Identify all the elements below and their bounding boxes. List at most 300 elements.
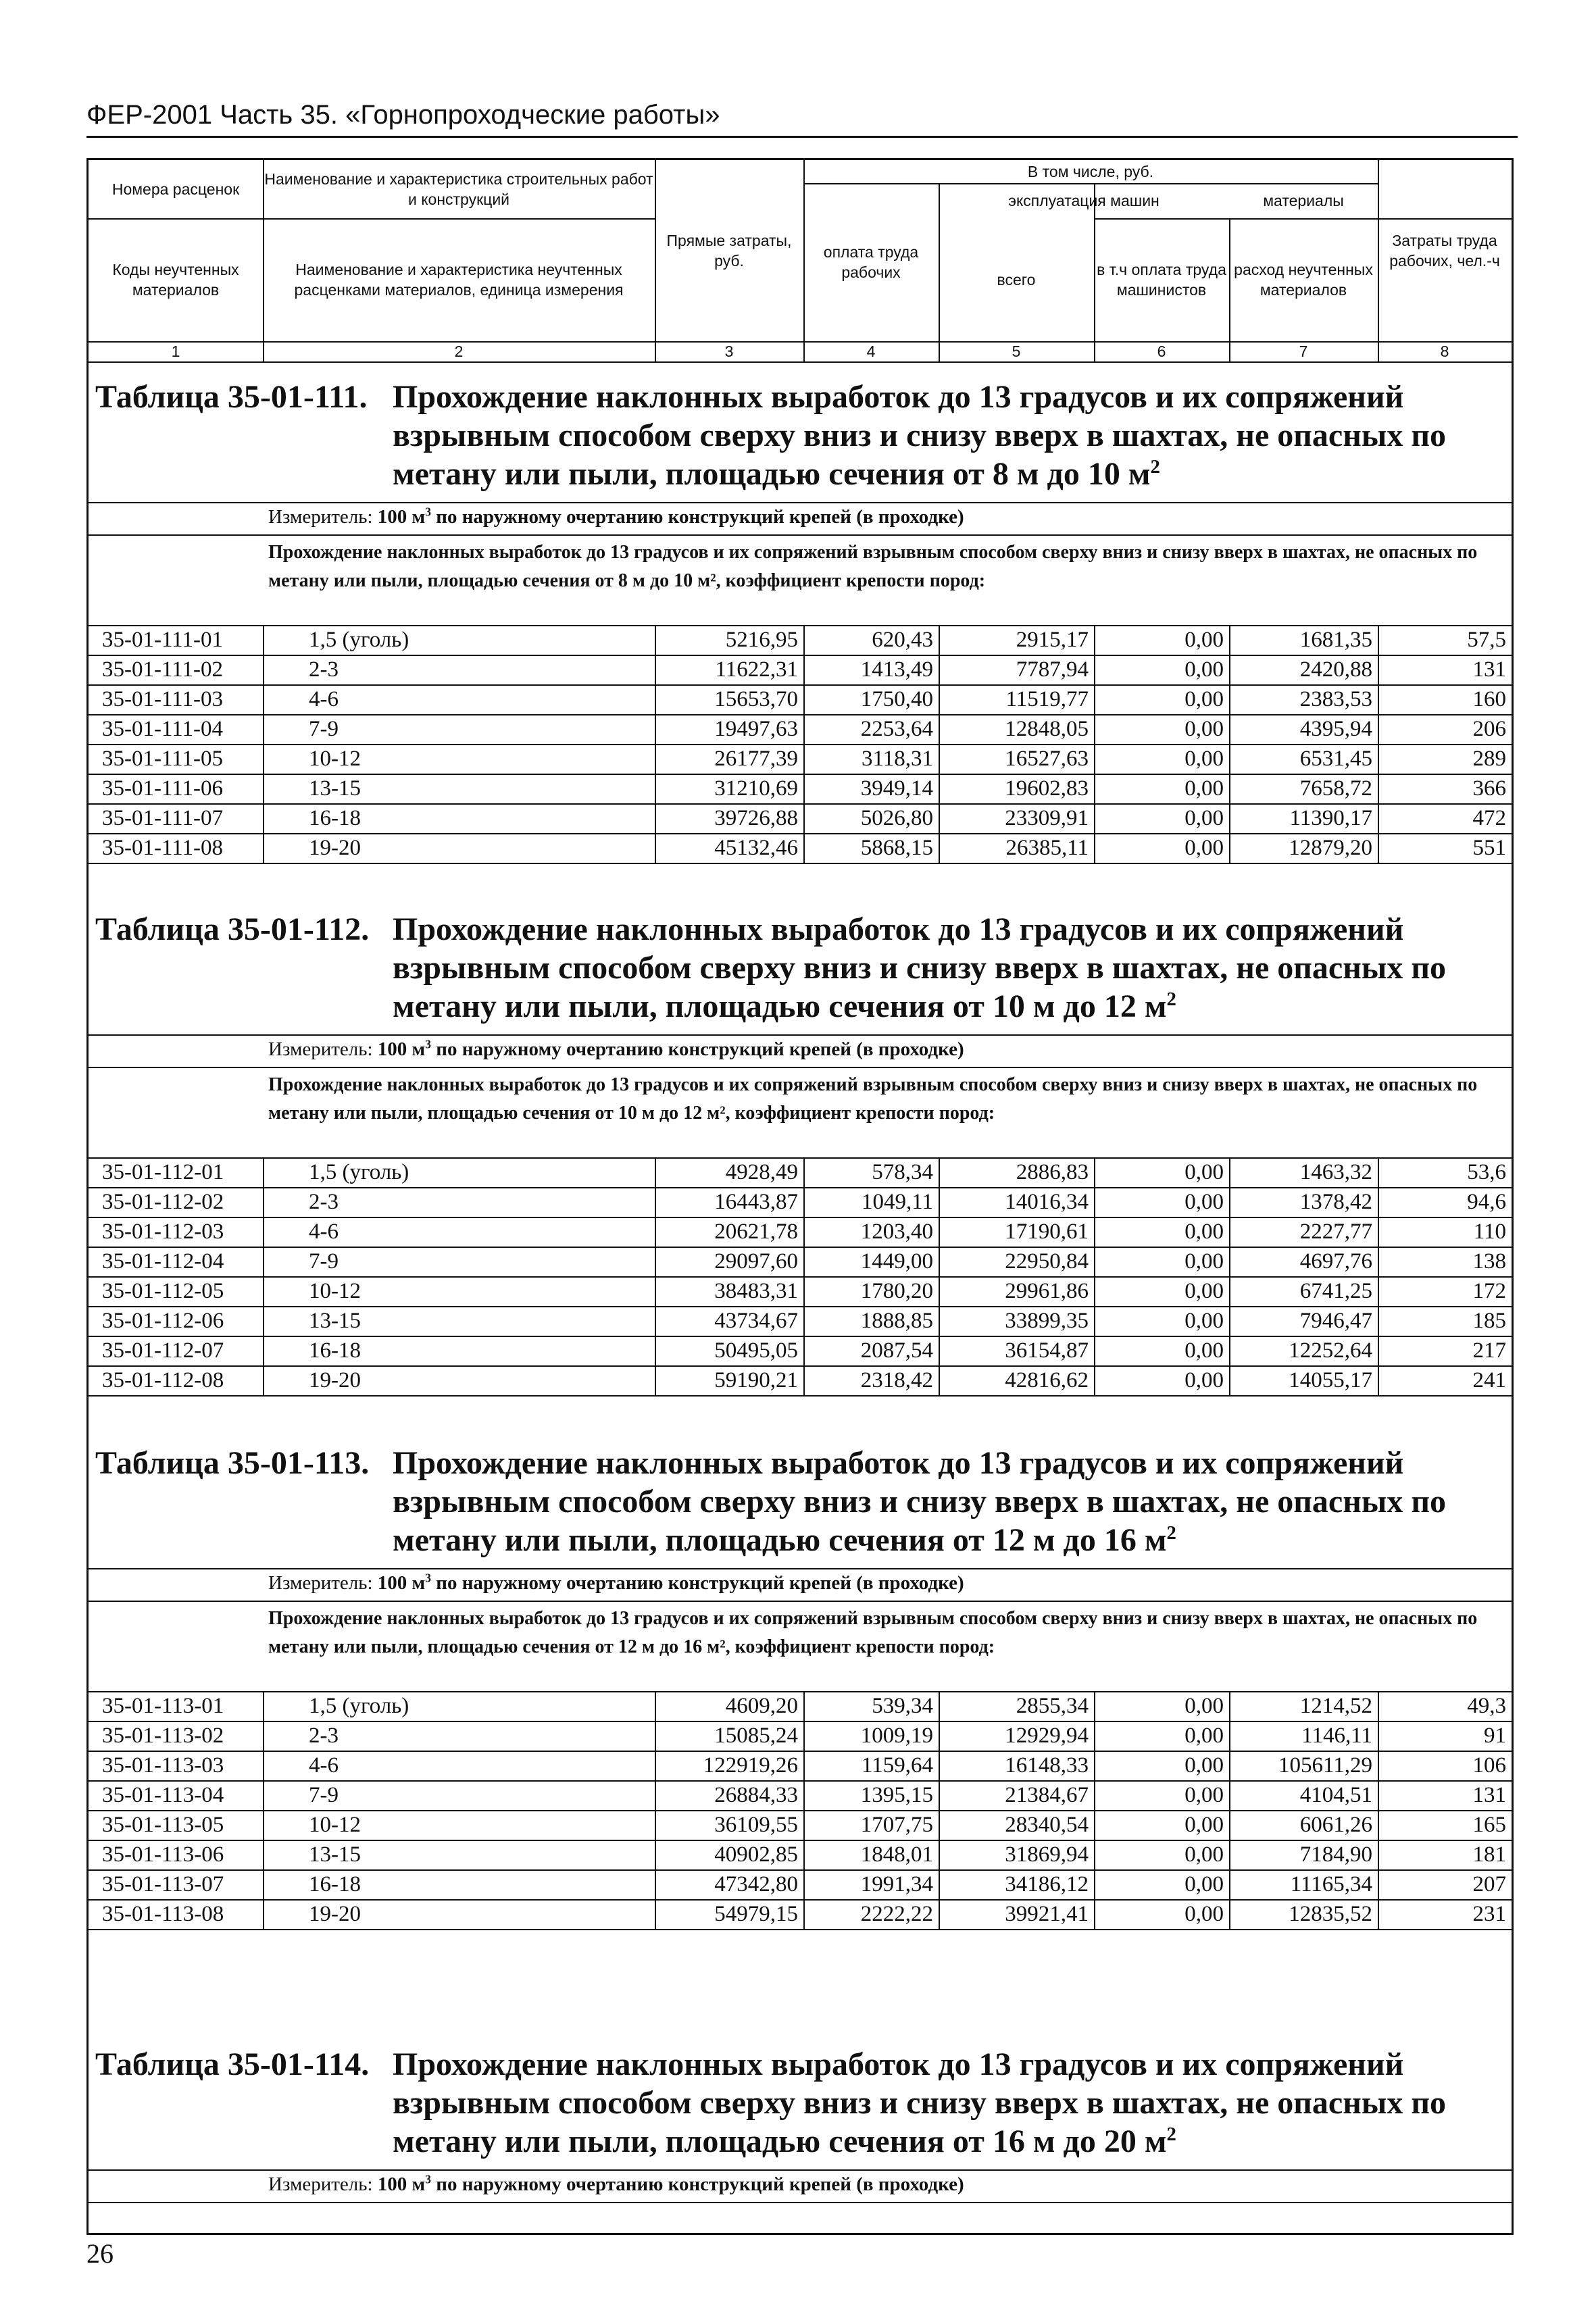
table-row	[89, 1157, 1512, 1187]
cell-hours: 94,6	[1467, 1190, 1506, 1214]
cell-labor: 1991,34	[860, 1872, 933, 1896]
rock-strength: 1,5 (уголь)	[309, 628, 409, 652]
cell-direct: 4609,20	[725, 1694, 798, 1718]
rock-strength: 7-9	[309, 1783, 339, 1807]
cell-hours: 181	[1472, 1842, 1506, 1867]
cell-labor: 1449,00	[860, 1249, 933, 1274]
cell-mach-labor: 0,00	[1184, 1249, 1224, 1274]
cell-mach-labor: 0,00	[1184, 747, 1224, 771]
rock-strength: 1,5 (уголь)	[309, 1694, 409, 1718]
measure-rest: по наружному очертанию конструкций крепей (в проходке)	[431, 1572, 964, 1594]
col-line	[263, 1691, 264, 1929]
rate-code: 35-01-111-08	[102, 836, 224, 860]
cell-mach-labor: 0,00	[1184, 628, 1224, 652]
col-line	[1094, 1691, 1095, 1929]
col-line	[803, 1691, 805, 1929]
cell-mat: 14055,17	[1289, 1368, 1372, 1392]
cell-direct: 31210,69	[714, 776, 798, 801]
rock-strength: 19-20	[309, 836, 361, 860]
table-row	[89, 1780, 1512, 1810]
cell-mach: 28340,54	[1005, 1813, 1089, 1837]
col-line	[1229, 1157, 1230, 1395]
rate-code: 35-01-112-03	[102, 1219, 224, 1244]
table-title-text	[393, 378, 1507, 493]
table-row	[89, 744, 1512, 774]
rock-strength: 10-12	[309, 1279, 361, 1303]
rock-strength: 16-18	[309, 1872, 361, 1896]
col-line	[655, 1157, 656, 1395]
table-intro: Прохождение наклонных выработок до 13 градусов и их сопряжений взрывным способом сверху вниз и снизу вверх в шахтах, не опасных по метану или пыли, площадью сечения от 12 м до 16 м², коэффициент крепости пород:	[268, 1608, 1478, 1657]
measure-rest: по наружному очертанию конструкций крепей (в проходке)	[431, 2173, 964, 2195]
table-row	[89, 1721, 1512, 1751]
hdr-machinist-pay: в т.ч оплата труда машинистов	[1097, 261, 1226, 299]
cell-mach: 14016,34	[1005, 1190, 1089, 1214]
rate-code: 35-01-112-02	[102, 1190, 224, 1214]
hdr-machines-total: всего	[997, 271, 1036, 288]
cell-mach-labor: 0,00	[1184, 1813, 1224, 1837]
table-title-sup: 2	[1150, 456, 1160, 478]
hdr-line-nums	[89, 361, 1512, 363]
page-number: 26	[86, 2238, 114, 2269]
cell-mach: 36154,87	[1005, 1338, 1089, 1363]
hdr-col-number: 1	[171, 343, 180, 360]
rate-code: 35-01-113-07	[102, 1872, 224, 1896]
hdr-labor-hours: Затраты труда рабочих, чел.-ч	[1389, 232, 1500, 270]
col-line	[939, 1691, 940, 1929]
cell-mach: 19602,83	[1005, 776, 1089, 801]
rock-strength: 2-3	[309, 657, 339, 682]
cell-direct: 15653,70	[714, 687, 798, 711]
row-line	[89, 1395, 1512, 1397]
cell-mach: 33899,35	[1005, 1309, 1089, 1333]
cell-mat: 12879,20	[1289, 836, 1372, 860]
rate-code: 35-01-113-05	[102, 1813, 224, 1837]
table-intro: Прохождение наклонных выработок до 13 градусов и их сопряжений взрывным способом сверху вниз и снизу вверх в шахтах, не опасных по метану или пыли, площадью сечения от 8 м до 10 м², коэффициент крепости пород:	[268, 542, 1478, 591]
cell-mat: 1463,32	[1299, 1160, 1372, 1184]
cell-direct: 38483,31	[714, 1279, 798, 1303]
table-row	[89, 833, 1512, 863]
cell-mach-labor: 0,00	[1184, 1338, 1224, 1363]
rock-strength: 1,5 (уголь)	[309, 1160, 409, 1184]
cell-labor: 1848,01	[860, 1842, 933, 1867]
rock-strength: 19-20	[309, 1902, 361, 1926]
col-line	[939, 625, 940, 863]
cell-direct: 4928,49	[725, 1160, 798, 1184]
col-line	[1094, 625, 1095, 863]
cell-mat: 4395,94	[1299, 717, 1372, 741]
table-row	[89, 1691, 1512, 1721]
cell-hours: 160	[1472, 687, 1506, 711]
rate-code: 35-01-112-04	[102, 1249, 224, 1274]
measure-line	[268, 506, 964, 528]
cell-mach: 22950,84	[1005, 1249, 1089, 1274]
table-row	[89, 1869, 1512, 1899]
table-title-main: Прохождение наклонных выработок до 13 градусов и их сопряжений взрывным способом сверху вниз и снизу вверх в шахтах, не опасных по метану или пыли, площадью сечения от 8 м до 10 м	[393, 379, 1446, 492]
measure-unit: 100 м	[377, 2173, 426, 2195]
hdr-col-number: 8	[1440, 343, 1449, 360]
cell-hours: 472	[1472, 806, 1506, 830]
col-line	[655, 625, 656, 863]
hdr-materials: материалы	[1263, 192, 1344, 209]
rate-code: 35-01-113-08	[102, 1902, 224, 1926]
rate-code: 35-01-112-05	[102, 1279, 224, 1303]
measure-sup: 3	[425, 1037, 431, 1051]
rock-strength: 4-6	[309, 1753, 339, 1778]
measure-sup: 3	[425, 505, 431, 519]
cell-mat: 6741,25	[1299, 1279, 1372, 1303]
col-line	[803, 625, 805, 863]
cell-direct: 50495,05	[714, 1338, 798, 1363]
cell-mat: 6531,45	[1299, 747, 1372, 771]
hdr-direct-costs: Прямые затраты, руб.	[666, 232, 792, 270]
table-number: Таблица 35-01-112.	[95, 911, 370, 947]
cell-direct: 19497,63	[714, 717, 798, 741]
cell-mach: 23309,91	[1005, 806, 1089, 830]
table-row	[89, 1336, 1512, 1365]
cell-mat: 11390,17	[1289, 806, 1372, 830]
cell-mach-labor: 0,00	[1184, 1724, 1224, 1748]
cell-mach-labor: 0,00	[1184, 1694, 1224, 1718]
hdr-rate-numbers: Номера расценок	[111, 180, 240, 198]
table-row	[89, 1247, 1512, 1276]
cell-direct: 43734,67	[714, 1309, 798, 1333]
cell-hours: 206	[1472, 717, 1506, 741]
table-title-main: Прохождение наклонных выработок до 13 градусов и их сопряжений взрывным способом сверху вниз и снизу вверх в шахтах, не опасных по метану или пыли, площадью сечения от 16 м до 20 м	[393, 2046, 1446, 2159]
rock-strength: 4-6	[309, 687, 339, 711]
page-frame	[86, 158, 1514, 2235]
measure-unit: 100 м	[377, 1572, 426, 1594]
measure-sup: 3	[425, 2172, 431, 2186]
measure-underline	[89, 534, 1512, 536]
hdr-material-name: Наименование и характеристика неучтенных расценками материалов, единица измерения	[294, 261, 624, 299]
cell-direct: 59190,21	[714, 1368, 798, 1392]
measure-line	[268, 1038, 964, 1061]
cell-labor: 2222,22	[860, 1902, 933, 1926]
cell-labor: 5026,80	[860, 806, 933, 830]
cell-mat: 2420,88	[1299, 657, 1372, 682]
cell-hours: 172	[1472, 1279, 1506, 1303]
table-row	[89, 1899, 1512, 1929]
measure-divider	[89, 1034, 1512, 1036]
cell-hours: 551	[1472, 836, 1506, 860]
cell-mach: 17190,61	[1005, 1219, 1089, 1244]
table-row	[89, 684, 1512, 714]
table-row	[89, 1187, 1512, 1217]
cell-mach: 16148,33	[1005, 1753, 1089, 1778]
cell-mach-labor: 0,00	[1184, 806, 1224, 830]
cell-direct: 122919,26	[703, 1753, 798, 1778]
rate-code: 35-01-111-04	[102, 717, 224, 741]
table-title-main: Прохождение наклонных выработок до 13 градусов и их сопряжений взрывным способом сверху вниз и снизу вверх в шахтах, не опасных по метану или пыли, площадью сечения от 12 м до 16 м	[393, 1445, 1446, 1558]
cell-mat: 7184,90	[1299, 1842, 1372, 1867]
cell-labor: 1159,64	[861, 1753, 933, 1778]
cell-mach: 34186,12	[1005, 1872, 1089, 1896]
hdr-col-number: 2	[454, 343, 464, 360]
measure-divider	[89, 1568, 1512, 1569]
col-line	[1229, 625, 1230, 863]
cell-mach-labor: 0,00	[1184, 1190, 1224, 1214]
cell-direct: 47342,80	[714, 1872, 798, 1896]
cell-mach-labor: 0,00	[1184, 1783, 1224, 1807]
cell-labor: 1395,15	[860, 1783, 933, 1807]
cell-hours: 131	[1472, 1783, 1506, 1807]
cell-mach-labor: 0,00	[1184, 1842, 1224, 1867]
cell-mach-labor: 0,00	[1184, 1160, 1224, 1184]
cell-mat: 12835,52	[1289, 1902, 1372, 1926]
cell-direct: 29097,60	[714, 1249, 798, 1274]
cell-labor: 578,34	[872, 1160, 933, 1184]
measure-label: Измеритель:	[268, 1038, 373, 1060]
cell-hours: 207	[1472, 1872, 1506, 1896]
hdr-col-number: 3	[724, 343, 734, 360]
cell-mach: 2855,34	[1016, 1694, 1089, 1718]
rate-code: 35-01-113-03	[102, 1753, 224, 1778]
cell-mach-labor: 0,00	[1184, 836, 1224, 860]
cell-mat: 1146,11	[1301, 1724, 1372, 1748]
hdr-machines: эксплуатация машин	[1008, 192, 1159, 209]
hdr-including: В том числе, руб.	[1027, 163, 1154, 180]
rate-code: 35-01-112-06	[102, 1309, 224, 1333]
cell-hours: 241	[1472, 1368, 1506, 1392]
table-title-sup: 2	[1166, 1522, 1176, 1544]
measure-line	[268, 2173, 964, 2196]
cell-mat: 11165,34	[1290, 1872, 1372, 1896]
cell-labor: 2253,64	[860, 717, 933, 741]
cell-direct: 20621,78	[714, 1219, 798, 1244]
cell-labor: 1203,40	[860, 1219, 933, 1244]
col-line	[939, 1157, 940, 1395]
table-row	[89, 625, 1512, 655]
cell-hours: 110	[1473, 1219, 1506, 1244]
page-header: ФЕР-2001 Часть 35. «Горнопроходческие работы»	[86, 100, 1518, 138]
hdr-labor-pay: оплата труда рабочих	[823, 243, 919, 281]
cell-labor: 1750,40	[860, 687, 933, 711]
measure-unit: 100 м	[377, 1038, 426, 1060]
cell-direct: 16443,87	[714, 1190, 798, 1214]
table-title-sup: 2	[1166, 2123, 1176, 2145]
measure-underline	[89, 1067, 1512, 1068]
cell-labor: 1009,19	[860, 1724, 933, 1748]
cell-mach-labor: 0,00	[1184, 657, 1224, 682]
cell-hours: 91	[1484, 1724, 1506, 1748]
cell-mach-labor: 0,00	[1184, 1902, 1224, 1926]
measure-label: Измеритель:	[268, 506, 373, 528]
cell-hours: 165	[1472, 1813, 1506, 1837]
cell-mach-labor: 0,00	[1184, 776, 1224, 801]
col-line	[263, 625, 264, 863]
rate-code: 35-01-112-07	[102, 1338, 224, 1363]
cell-mat: 1681,35	[1299, 628, 1372, 652]
rate-code: 35-01-112-08	[102, 1368, 224, 1392]
cell-hours: 289	[1472, 747, 1506, 771]
cell-mach: 12929,94	[1005, 1724, 1089, 1748]
cell-mach: 29961,86	[1005, 1279, 1089, 1303]
measure-rest: по наружному очертанию конструкций крепей (в проходке)	[431, 506, 964, 528]
cell-mat: 1214,52	[1299, 1694, 1372, 1718]
cell-direct: 11622,31	[715, 657, 798, 682]
col-line	[1378, 1157, 1379, 1395]
cell-hours: 185	[1472, 1309, 1506, 1333]
hdr-material-codes: Коды неучтенных материалов	[112, 261, 239, 299]
rate-code: 35-01-113-06	[102, 1842, 224, 1867]
table-number: Таблица 35-01-114.	[95, 2046, 370, 2082]
cell-labor: 1049,11	[861, 1190, 933, 1214]
cell-labor: 539,34	[872, 1694, 933, 1718]
cell-hours: 231	[1472, 1902, 1506, 1926]
table-number: Таблица 35-01-111.	[95, 379, 368, 415]
cell-direct: 26884,33	[714, 1783, 798, 1807]
rock-strength: 2-3	[309, 1190, 339, 1214]
measure-underline	[89, 1601, 1512, 1602]
cell-labor: 1413,49	[860, 657, 933, 682]
cell-mach-labor: 0,00	[1184, 1279, 1224, 1303]
cell-direct: 15085,24	[714, 1724, 798, 1748]
cell-mach-labor: 0,00	[1184, 1309, 1224, 1333]
cell-labor: 620,43	[872, 628, 933, 652]
cell-mat: 105611,29	[1278, 1753, 1372, 1778]
rock-strength: 13-15	[309, 1842, 361, 1867]
rate-code: 35-01-112-01	[102, 1160, 224, 1184]
cell-hours: 106	[1472, 1753, 1506, 1778]
hdr-col-number: 5	[1012, 343, 1021, 360]
cell-labor: 1780,20	[860, 1279, 933, 1303]
cell-labor: 2087,54	[860, 1338, 933, 1363]
cell-mach: 12848,05	[1005, 717, 1089, 741]
col-line	[1378, 1691, 1379, 1929]
cell-direct: 36109,55	[714, 1813, 798, 1837]
rock-strength: 16-18	[309, 1338, 361, 1363]
table-title-sup: 2	[1166, 988, 1176, 1010]
table-row	[89, 1810, 1512, 1840]
cell-mach: 42816,62	[1005, 1368, 1089, 1392]
hdr-material-use: расход неучтенных материалов	[1234, 261, 1373, 299]
cell-mach-labor: 0,00	[1184, 687, 1224, 711]
cell-labor: 3949,14	[860, 776, 933, 801]
measure-unit: 100 м	[377, 506, 426, 528]
cell-mach-labor: 0,00	[1184, 1368, 1224, 1392]
rate-code: 35-01-111-06	[102, 776, 224, 801]
col-line	[1378, 625, 1379, 863]
table-row	[89, 803, 1512, 833]
cell-hours: 53,6	[1467, 1160, 1506, 1184]
measure-line	[268, 1572, 964, 1594]
rock-strength: 13-15	[309, 776, 361, 801]
row-line	[89, 863, 1512, 864]
cell-mach-labor: 0,00	[1184, 1219, 1224, 1244]
cell-mach: 31869,94	[1005, 1842, 1089, 1867]
cell-direct: 39726,88	[714, 806, 798, 830]
measure-underline	[89, 2202, 1512, 2203]
table-row	[89, 1306, 1512, 1336]
rock-strength: 19-20	[309, 1368, 361, 1392]
hdr-work-name: Наименование и характеристика строительных работ и конструкций	[264, 170, 653, 208]
cell-mat: 2227,77	[1299, 1219, 1372, 1244]
cell-hours: 366	[1472, 776, 1506, 801]
table-number: Таблица 35-01-113.	[95, 1445, 370, 1481]
table-title-text	[393, 2045, 1507, 2161]
table-title-text	[393, 1444, 1507, 1559]
cell-direct: 40902,85	[714, 1842, 798, 1867]
rock-strength: 13-15	[309, 1309, 361, 1333]
table-row	[89, 1751, 1512, 1780]
cell-mach: 2886,83	[1016, 1160, 1089, 1184]
cell-hours: 57,5	[1467, 628, 1506, 652]
rock-strength: 10-12	[309, 747, 361, 771]
rate-code: 35-01-111-03	[102, 687, 224, 711]
cell-mach: 26385,11	[1005, 836, 1089, 860]
cell-mat: 7658,72	[1299, 776, 1372, 801]
col-line	[803, 1157, 805, 1395]
cell-mach-labor: 0,00	[1184, 1753, 1224, 1778]
table-intro: Прохождение наклонных выработок до 13 градусов и их сопряжений взрывным способом сверху вниз и снизу вверх в шахтах, не опасных по метану или пыли, площадью сечения от 10 м до 12 м², коэффициент крепости пород:	[268, 1074, 1478, 1124]
rate-code: 35-01-111-02	[102, 657, 224, 682]
table-title-text	[393, 910, 1507, 1026]
measure-divider	[89, 502, 1512, 503]
cell-mach: 2915,17	[1016, 628, 1089, 652]
cell-mat: 6061,26	[1299, 1813, 1372, 1837]
rate-code: 35-01-111-07	[102, 806, 224, 830]
table-row	[89, 1217, 1512, 1247]
table-row	[89, 655, 1512, 684]
rock-strength: 10-12	[309, 1813, 361, 1837]
cell-mach: 16527,63	[1005, 747, 1089, 771]
hdr-col-number: 6	[1157, 343, 1166, 360]
cell-mach: 21384,67	[1005, 1783, 1089, 1807]
rock-strength: 7-9	[309, 1249, 339, 1274]
cell-labor: 1888,85	[860, 1309, 933, 1333]
cell-direct: 26177,39	[714, 747, 798, 771]
table-row	[89, 1365, 1512, 1395]
rate-code: 35-01-113-01	[102, 1694, 224, 1718]
cell-mach: 39921,41	[1005, 1902, 1089, 1926]
rock-strength: 7-9	[309, 717, 339, 741]
cell-mat: 4697,76	[1299, 1249, 1372, 1274]
cell-mat: 4104,51	[1299, 1783, 1372, 1807]
cell-labor: 2318,42	[860, 1368, 933, 1392]
cell-hours: 138	[1472, 1249, 1506, 1274]
rate-code: 35-01-113-04	[102, 1783, 224, 1807]
cell-hours: 131	[1472, 657, 1506, 682]
cell-direct: 45132,46	[714, 836, 798, 860]
measure-sup: 3	[425, 1571, 431, 1585]
col-line	[263, 1157, 264, 1395]
rate-code: 35-01-111-05	[102, 747, 224, 771]
cell-hours: 49,3	[1467, 1694, 1506, 1718]
cell-mach-labor: 0,00	[1184, 717, 1224, 741]
col-line	[1094, 1157, 1095, 1395]
table-row	[89, 1840, 1512, 1869]
col-line	[655, 1691, 656, 1929]
rock-strength: 16-18	[309, 806, 361, 830]
measure-rest: по наружному очертанию конструкций крепей (в проходке)	[431, 1038, 964, 1060]
cell-mach: 11519,77	[1005, 687, 1089, 711]
cell-labor: 3118,31	[861, 747, 933, 771]
table-title-main: Прохождение наклонных выработок до 13 градусов и их сопряжений взрывным способом сверху вниз и снизу вверх в шахтах, не опасных по метану или пыли, площадью сечения от 10 м до 12 м	[393, 911, 1446, 1024]
rate-code: 35-01-113-02	[102, 1724, 224, 1748]
table-row	[89, 774, 1512, 803]
cell-labor: 5868,15	[860, 836, 933, 860]
table-row	[89, 714, 1512, 744]
cell-mat: 1378,42	[1299, 1190, 1372, 1214]
cell-mach-labor: 0,00	[1184, 1872, 1224, 1896]
measure-label: Измеритель:	[268, 2173, 373, 2195]
hdr-col-number: 7	[1299, 343, 1308, 360]
cell-hours: 217	[1472, 1338, 1506, 1363]
cell-direct: 54979,15	[714, 1902, 798, 1926]
rock-strength: 2-3	[309, 1724, 339, 1748]
rock-strength: 4-6	[309, 1219, 339, 1244]
col-line	[1229, 1691, 1230, 1929]
